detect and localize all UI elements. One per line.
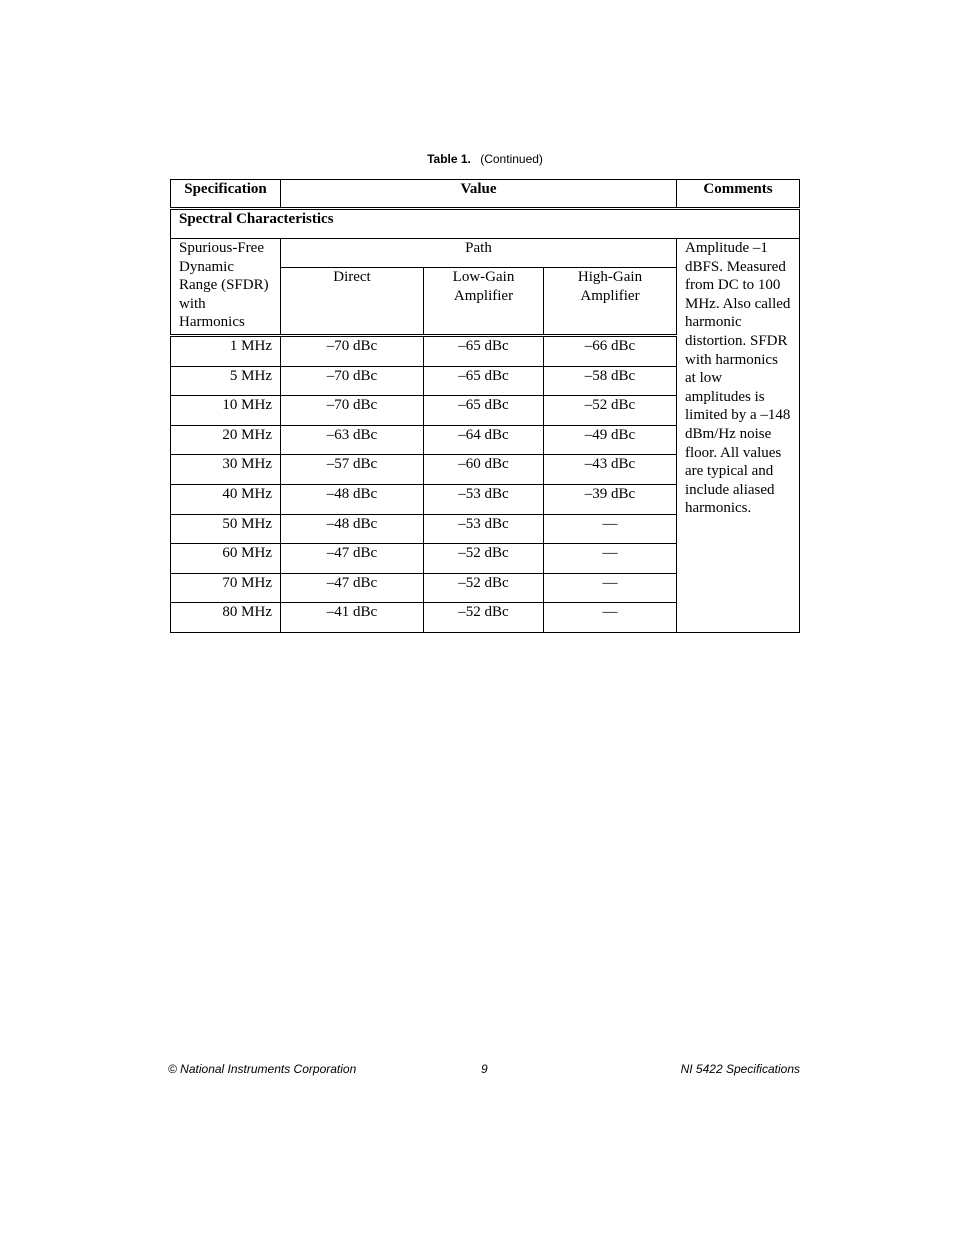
freq-cell: 40 MHz — [171, 484, 281, 514]
comments-cell: Amplitude –1 dBFS. Measured from DC to 100 MHz. Also called harmonic distortion. SFDR with harmonics at low amplitudes is limited by a –148 dBm/Hz noise floor. All values are typical and include aliased harmonics. — [677, 239, 800, 633]
freq-cell: 30 MHz — [171, 455, 281, 485]
freq-cell: 80 MHz — [171, 603, 281, 633]
freq-cell: 1 MHz — [171, 336, 281, 367]
footer-doc-title: NI 5422 Specifications — [680, 1062, 800, 1076]
column-low-gain: Low-Gain Amplifier — [424, 268, 544, 336]
high-gain-cell: — — [544, 603, 677, 633]
path-header-row — [171, 239, 800, 268]
caption-text: (Continued) — [480, 152, 543, 166]
high-gain-cell: — — [544, 573, 677, 603]
freq-cell: 5 MHz — [171, 366, 281, 396]
freq-cell: 50 MHz — [171, 514, 281, 544]
header-specification: Specification — [171, 180, 281, 209]
low-gain-cell: –65 dBc — [424, 336, 544, 367]
direct-cell: –47 dBc — [281, 544, 424, 574]
direct-cell: –47 dBc — [281, 573, 424, 603]
direct-cell: –70 dBc — [281, 336, 424, 367]
low-gain-cell: –53 dBc — [424, 514, 544, 544]
header-value: Value — [281, 180, 677, 209]
footer-copyright: © National Instruments Corporation — [168, 1062, 357, 1076]
direct-cell: –57 dBc — [281, 455, 424, 485]
path-label: Path — [281, 239, 677, 268]
low-gain-cell: –65 dBc — [424, 366, 544, 396]
header-comments: Comments — [677, 180, 800, 209]
low-gain-cell: –65 dBc — [424, 396, 544, 426]
table-caption — [170, 152, 800, 166]
freq-cell: 70 MHz — [171, 573, 281, 603]
high-gain-cell: –39 dBc — [544, 484, 677, 514]
page-number: 9 — [481, 1062, 488, 1076]
high-gain-cell: — — [544, 544, 677, 574]
column-direct: Direct — [281, 268, 424, 336]
direct-cell: –63 dBc — [281, 425, 424, 455]
header-row — [171, 180, 800, 209]
freq-cell: 20 MHz — [171, 425, 281, 455]
low-gain-cell: –53 dBc — [424, 484, 544, 514]
spec-description: Spurious-Free Dynamic Range (SFDR) with Harmonics — [171, 239, 281, 336]
freq-cell: 60 MHz — [171, 544, 281, 574]
specifications-table — [170, 179, 800, 633]
low-gain-cell: –60 dBc — [424, 455, 544, 485]
low-gain-cell: –52 dBc — [424, 603, 544, 633]
high-gain-cell: — — [544, 514, 677, 544]
direct-cell: –48 dBc — [281, 484, 424, 514]
high-gain-cell: –52 dBc — [544, 396, 677, 426]
direct-cell: –48 dBc — [281, 514, 424, 544]
direct-cell: –70 dBc — [281, 396, 424, 426]
low-gain-cell: –64 dBc — [424, 425, 544, 455]
high-gain-cell: –58 dBc — [544, 366, 677, 396]
high-gain-cell: –66 dBc — [544, 336, 677, 367]
section-title: Spectral Characteristics — [171, 209, 800, 239]
low-gain-cell: –52 dBc — [424, 573, 544, 603]
low-gain-cell: –52 dBc — [424, 544, 544, 574]
freq-cell: 10 MHz — [171, 396, 281, 426]
column-high-gain: High-Gain Amplifier — [544, 268, 677, 336]
direct-cell: –70 dBc — [281, 366, 424, 396]
high-gain-cell: –49 dBc — [544, 425, 677, 455]
direct-cell: –41 dBc — [281, 603, 424, 633]
caption-label: Table 1. — [427, 152, 471, 166]
high-gain-cell: –43 dBc — [544, 455, 677, 485]
section-row — [171, 209, 800, 239]
